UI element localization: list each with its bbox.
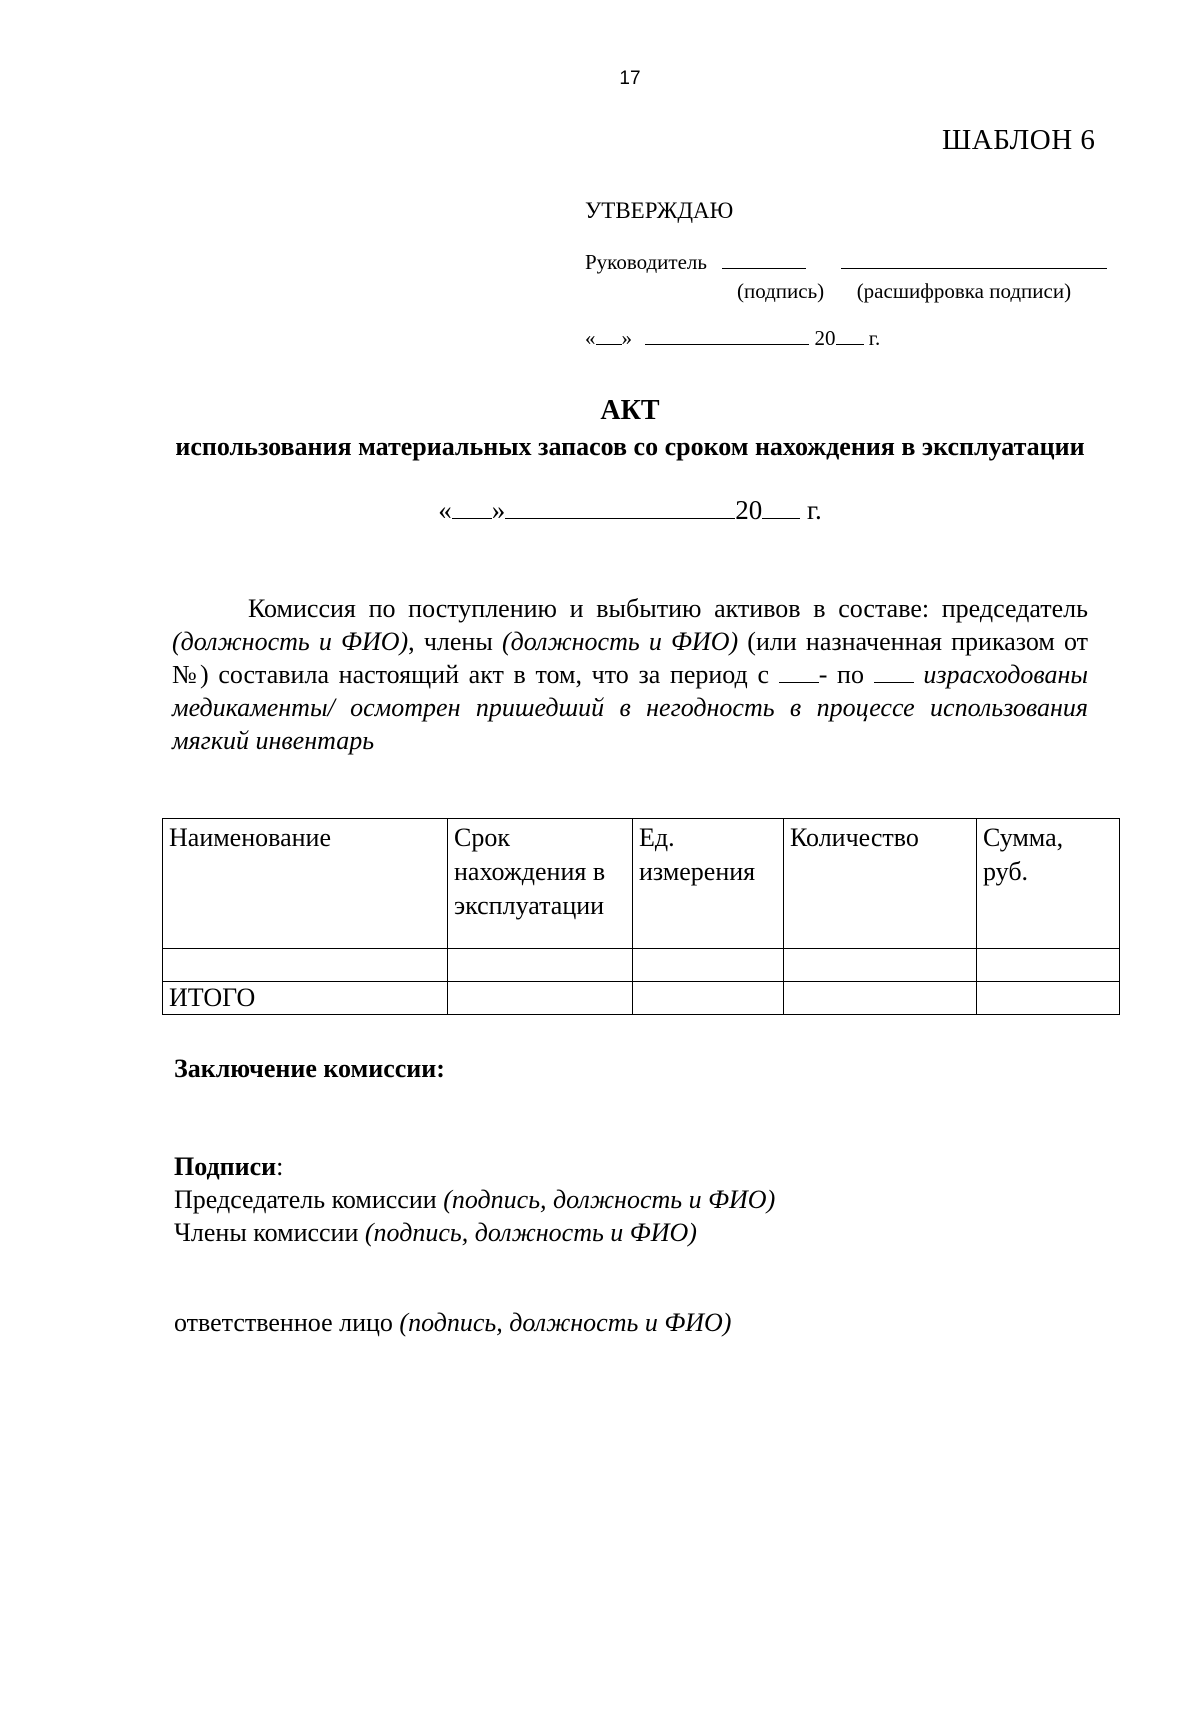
quote-open: « [585,326,596,350]
year-blank [762,494,800,519]
month-blank [505,494,735,519]
header-name: Наименование [163,819,448,949]
responsible-person: ответственное лицо (подпись, должность и ФИО) [174,1308,732,1337]
members-signature: Члены комиссии (подпись, должность и ФИО) [174,1218,697,1247]
commission-conclusion: Заключение комиссии: [174,1054,445,1083]
table-cell [977,982,1120,1015]
page-number: 17 [619,68,641,89]
year-blank [836,324,864,345]
year-suffix: г. [868,326,881,350]
table-cell [633,949,784,982]
head-label: Руководитель [585,250,707,274]
table-total-row [163,982,1120,1015]
day-blank [452,494,492,519]
document-date [0,494,1200,526]
quote-close: » [621,326,632,350]
signature-captions [737,279,1071,304]
header-operation-period: Срок нахождения в эксплуатации [448,819,633,949]
approval-date [585,324,880,351]
header-quantity: Количество [784,819,977,949]
decoding-caption: (расшифровка подписи) [856,279,1072,303]
table-cell [784,949,977,982]
year-prefix: 20 [814,326,836,350]
table-header-row [163,819,1120,949]
template-label: ШАБЛОН 6 [942,124,1096,156]
day-blank [596,324,622,345]
period-end-blank [874,658,914,683]
table-cell [977,949,1120,982]
year-suffix: г. [806,495,822,525]
total-label: ИТОГО [163,982,448,1015]
approval-heading: УТВЕРЖДАЮ [585,198,734,223]
quote-open: « [438,495,452,525]
table-cell [163,949,448,982]
quote-close: » [491,495,506,525]
table-cell [448,982,633,1015]
decoding-blank [841,248,1107,269]
year-prefix: 20 [735,495,763,525]
period-start-blank [779,658,819,683]
signatures-block [174,1150,775,1249]
table-cell [784,982,977,1015]
materials-table [162,818,1120,1015]
body-paragraph: Комиссия по поступлению и выбытию активов в составе: председатель (должность и ФИО), члены (должность и ФИО) (или назначенная приказом от №) составила настоящий акт в том, что за период с - по израсходованы медикаменты/ осмотрен пришедший в негодность в процессе использования мягкий инвентарь [172,594,1089,755]
chairman-signature: Председатель комиссии (подпись, должность и ФИО) [174,1185,776,1214]
act-body [172,592,1088,757]
table-cell [448,949,633,982]
header-sum: Сумма, руб. [977,819,1120,949]
head-signature-line [585,248,1107,275]
table-row [163,949,1120,982]
signature-caption: (подпись) [737,279,825,303]
signatures-heading: Подписи: [174,1152,284,1181]
document-subtitle: использования материальных запасов со сроком нахождения в эксплуатации [175,432,1085,461]
table-cell [633,982,784,1015]
signature-blank [722,248,806,269]
header-unit: Ед. измерения [633,819,784,949]
document-title: АКТ [600,395,660,426]
month-blank [645,324,809,345]
